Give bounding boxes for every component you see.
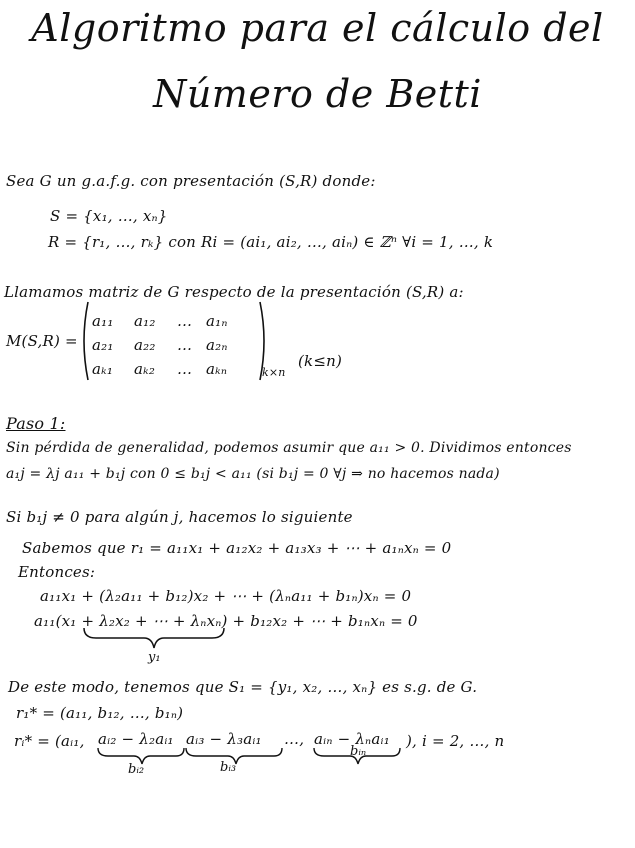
- paso-1-line-3: Si b₁j ≠ 0 para algún j, hacemos lo siguiente: [6, 508, 353, 526]
- matrix-lhs: M(S,R) =: [6, 332, 78, 350]
- matrix-cell-r1c2: a₁₂: [134, 312, 156, 330]
- matrix-cell-r2c3: …: [177, 336, 193, 354]
- label-bin: bᵢₙ: [350, 744, 367, 759]
- matrix-cell-r1c3: …: [177, 312, 193, 330]
- matrix-cell-r3c4: aₖₙ: [206, 360, 228, 378]
- paso-1-line-4: Sabemos que r₁ = a₁₁x₁ + a₁₂x₂ + a₁₃x₃ + ⋯ + a₁ₙxₙ = 0: [22, 539, 452, 557]
- paso-1-line-2: a₁j = λj a₁₁ + b₁j con 0 ≤ b₁j < a₁₁ (si b₁j = 0 ∀j ⇒ no hacemos nada): [6, 466, 500, 482]
- matrix-intro: Llamamos matriz de G respecto de la presentación (S,R) a:: [4, 283, 464, 301]
- entry-bin-expression: aᵢₙ − λₙaᵢ₁: [314, 730, 390, 748]
- entry-bi2-expression: aᵢ₂ − λ₂aᵢ₁: [98, 730, 174, 748]
- paso-1-line-6: a₁₁x₁ + (λ₂a₁₁ + b₁₂)x₂ + ⋯ + (λₙa₁₁ + b₁ₙ)xₙ = 0: [40, 587, 412, 605]
- paso-1-line-7: a₁₁(x₁ + λ₂x₂ + ⋯ + λₙxₙ) + b₁₂x₂ + ⋯ + b₁ₙxₙ = 0: [34, 612, 418, 630]
- matrix-dimension: k×n: [262, 366, 286, 379]
- label-bi2: bᵢ₂: [128, 762, 145, 777]
- matrix-cell-r1c1: a₁₁: [92, 312, 114, 330]
- y1-label: y₁: [148, 650, 161, 665]
- r-definition: R = {r₁, …, rₖ} con Ri = (ai₁, ai₂, …, aiₙ) ∈ ℤⁿ ∀i = 1, …, k: [48, 233, 494, 251]
- paso-1-line-1: Sin pérdida de generalidad, podemos asumir que a₁₁ > 0. Dividimos entonces: [6, 440, 572, 456]
- matrix-cell-r1c4: a₁ₙ: [206, 312, 228, 330]
- title-line-2: Número de Betti: [153, 72, 482, 116]
- label-bi3: bᵢ₃: [220, 760, 237, 775]
- intro-line: Sea G un g.a.f.g. con presentación (S,R) donde:: [6, 172, 376, 190]
- paso-1-line-9: r₁* = (a₁₁, b₁₂, …, b₁ₙ): [16, 704, 184, 722]
- matrix-condition: (k≤n): [298, 352, 343, 370]
- matrix-cell-r2c2: a₂₂: [134, 336, 156, 354]
- title-line-1: Algoritmo para el cálculo del: [31, 6, 604, 50]
- matrix-cell-r3c1: aₖ₁: [92, 360, 114, 378]
- s-definition: S = {x₁, …, xₙ}: [50, 207, 168, 225]
- matrix-cell-r3c2: aₖ₂: [134, 360, 156, 378]
- entry-bi3-expression: aᵢ₃ − λ₃aᵢ₁: [186, 730, 262, 748]
- y1-underbrace: [80, 624, 230, 652]
- matrix-cell-r3c3: …: [177, 360, 193, 378]
- ellipsis: …,: [284, 730, 305, 748]
- paso-1-line-10-end: ), i = 2, …, n: [406, 732, 505, 750]
- paso-1-line-8: De este modo, tenemos que S₁ = {y₁, x₂, …, xₙ} es s.g. de G.: [8, 678, 478, 696]
- matrix-cell-r2c4: a₂ₙ: [206, 336, 228, 354]
- paso-1-line-10-start: rᵢ* = (aᵢ₁,: [14, 732, 85, 750]
- paso-1-heading: Paso 1:: [6, 414, 66, 433]
- paso-1-entonces: Entonces:: [18, 563, 96, 581]
- matrix-cell-r2c1: a₂₁: [92, 336, 114, 354]
